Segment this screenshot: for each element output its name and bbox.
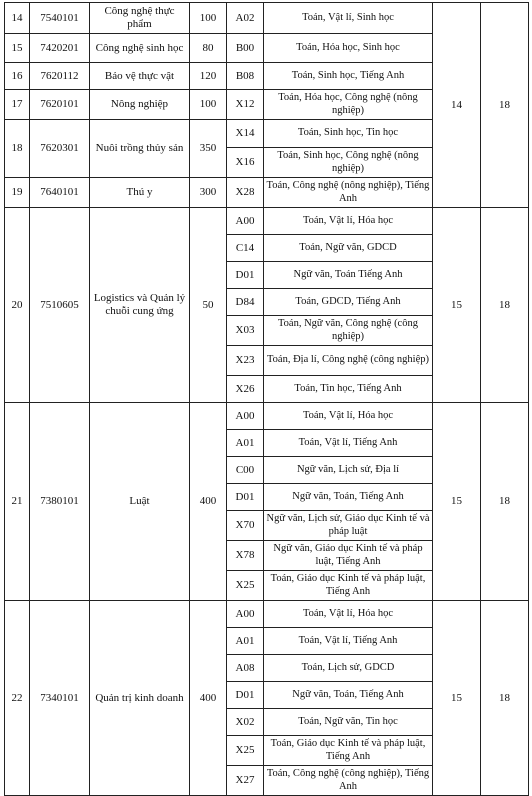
score-a: 15 — [433, 403, 481, 601]
score-b: 18 — [481, 3, 529, 208]
row-number: 22 — [5, 601, 30, 796]
major-code: 7380101 — [30, 403, 90, 601]
score-b: 18 — [481, 601, 529, 796]
quota: 400 — [190, 601, 227, 796]
combo-subjects: Toán, Vật lí, Hóa học — [264, 601, 433, 628]
combo-code: A00 — [227, 601, 264, 628]
major-name: Công nghệ sinh học — [90, 34, 190, 63]
row-number: 17 — [5, 90, 30, 120]
combo-code: X23 — [227, 346, 264, 376]
row-number: 18 — [5, 120, 30, 178]
combo-subjects: Toán, Vật lí, Hóa học — [264, 403, 433, 430]
row-number: 20 — [5, 208, 30, 403]
major-name: Bảo vệ thực vật — [90, 63, 190, 90]
major-code: 7620301 — [30, 120, 90, 178]
score-a: 15 — [433, 601, 481, 796]
combo-code: C00 — [227, 457, 264, 484]
combo-subjects: Toán, Hóa học, Sinh học — [264, 34, 433, 63]
major-code: 7640101 — [30, 178, 90, 208]
combo-subjects: Toán, Vật lí, Tiếng Anh — [264, 628, 433, 655]
combo-subjects: Ngữ văn, Toán, Tiếng Anh — [264, 682, 433, 709]
combo-subjects: Toán, Ngữ văn, GDCD — [264, 235, 433, 262]
major-code: 7420201 — [30, 34, 90, 63]
combo-subjects: Toán, Vật lí, Hóa học — [264, 208, 433, 235]
score-b: 18 — [481, 403, 529, 601]
quota: 350 — [190, 120, 227, 178]
admission-table — [4, 2, 529, 796]
combo-code: X02 — [227, 709, 264, 736]
combo-code: X70 — [227, 511, 264, 541]
quota: 300 — [190, 178, 227, 208]
combo-code: X14 — [227, 120, 264, 148]
combo-subjects: Toán, Hóa học, Công nghệ (nông nghiệp) — [264, 90, 433, 120]
combo-subjects: Toán, Tin học, Tiếng Anh — [264, 376, 433, 403]
combo-subjects: Toán, Địa lí, Công nghệ (công nghiệp) — [264, 346, 433, 376]
combo-subjects: Toán, Ngữ văn, Tin học — [264, 709, 433, 736]
table-row — [5, 601, 529, 628]
combo-code: D84 — [227, 289, 264, 316]
combo-code: A08 — [227, 655, 264, 682]
major-code: 7340101 — [30, 601, 90, 796]
combo-subjects: Ngữ văn, Lịch sử, Địa lí — [264, 457, 433, 484]
combo-subjects: Toán, Giáo dục Kinh tế và pháp luật, Tiếng Anh — [264, 571, 433, 601]
combo-code: B00 — [227, 34, 264, 63]
quota: 400 — [190, 403, 227, 601]
combo-subjects: Toán, Ngữ văn, Công nghệ (công nghiệp) — [264, 316, 433, 346]
combo-code: X25 — [227, 736, 264, 766]
combo-code: A01 — [227, 628, 264, 655]
row-number: 15 — [5, 34, 30, 63]
quota: 50 — [190, 208, 227, 403]
quota: 120 — [190, 63, 227, 90]
combo-code: A00 — [227, 208, 264, 235]
combo-subjects: Toán, Vật lí, Tiếng Anh — [264, 430, 433, 457]
combo-subjects: Toán, Giáo dục Kinh tế và pháp luật, Tiếng Anh — [264, 736, 433, 766]
major-name: Luật — [90, 403, 190, 601]
row-number: 16 — [5, 63, 30, 90]
score-b: 18 — [481, 208, 529, 403]
combo-code: X78 — [227, 541, 264, 571]
combo-subjects: Toán, Sinh học, Tiếng Anh — [264, 63, 433, 90]
quota: 100 — [190, 90, 227, 120]
quota: 80 — [190, 34, 227, 63]
combo-subjects: Toán, Công nghệ (nông nghiệp), Tiếng Anh — [264, 178, 433, 208]
score-a: 14 — [433, 3, 481, 208]
row-number: 19 — [5, 178, 30, 208]
major-name: Nuôi trồng thủy sản — [90, 120, 190, 178]
combo-code: A00 — [227, 403, 264, 430]
combo-subjects: Toán, Công nghệ (công nghiệp), Tiếng Anh — [264, 766, 433, 796]
table-row — [5, 3, 529, 34]
combo-subjects: Ngữ văn, Giáo dục Kinh tế và pháp luật, Tiếng Anh — [264, 541, 433, 571]
combo-code: A01 — [227, 430, 264, 457]
score-a: 15 — [433, 208, 481, 403]
combo-subjects: Ngữ văn, Lịch sử, Giáo dục Kinh tế và pháp luật — [264, 511, 433, 541]
combo-code: A02 — [227, 3, 264, 34]
major-code: 7540101 — [30, 3, 90, 34]
combo-code: X16 — [227, 148, 264, 178]
combo-code: X26 — [227, 376, 264, 403]
combo-code: X27 — [227, 766, 264, 796]
major-name: Quản trị kinh doanh — [90, 601, 190, 796]
major-name: Thú y — [90, 178, 190, 208]
combo-subjects: Toán, Lịch sử, GDCD — [264, 655, 433, 682]
row-number: 21 — [5, 403, 30, 601]
combo-code: D01 — [227, 262, 264, 289]
combo-code: X25 — [227, 571, 264, 601]
major-code: 7510605 — [30, 208, 90, 403]
major-name: Logistics và Quản lý chuỗi cung ứng — [90, 208, 190, 403]
combo-code: X03 — [227, 316, 264, 346]
combo-subjects: Ngữ văn, Toán Tiếng Anh — [264, 262, 433, 289]
major-code: 7620101 — [30, 90, 90, 120]
row-number: 14 — [5, 3, 30, 34]
combo-subjects: Toán, GDCD, Tiếng Anh — [264, 289, 433, 316]
quota: 100 — [190, 3, 227, 34]
combo-code: X12 — [227, 90, 264, 120]
major-code: 7620112 — [30, 63, 90, 90]
combo-code: D01 — [227, 682, 264, 709]
combo-code: B08 — [227, 63, 264, 90]
major-name: Công nghệ thực phẩm — [90, 3, 190, 34]
combo-code: X28 — [227, 178, 264, 208]
combo-code: D01 — [227, 484, 264, 511]
combo-subjects: Toán, Sinh học, Công nghệ (nông nghiệp) — [264, 148, 433, 178]
table-row — [5, 208, 529, 235]
combo-subjects: Ngữ văn, Toán, Tiếng Anh — [264, 484, 433, 511]
combo-code: C14 — [227, 235, 264, 262]
combo-subjects: Toán, Sinh học, Tin học — [264, 120, 433, 148]
major-name: Nông nghiệp — [90, 90, 190, 120]
combo-subjects: Toán, Vật lí, Sinh học — [264, 3, 433, 34]
table-row — [5, 403, 529, 430]
